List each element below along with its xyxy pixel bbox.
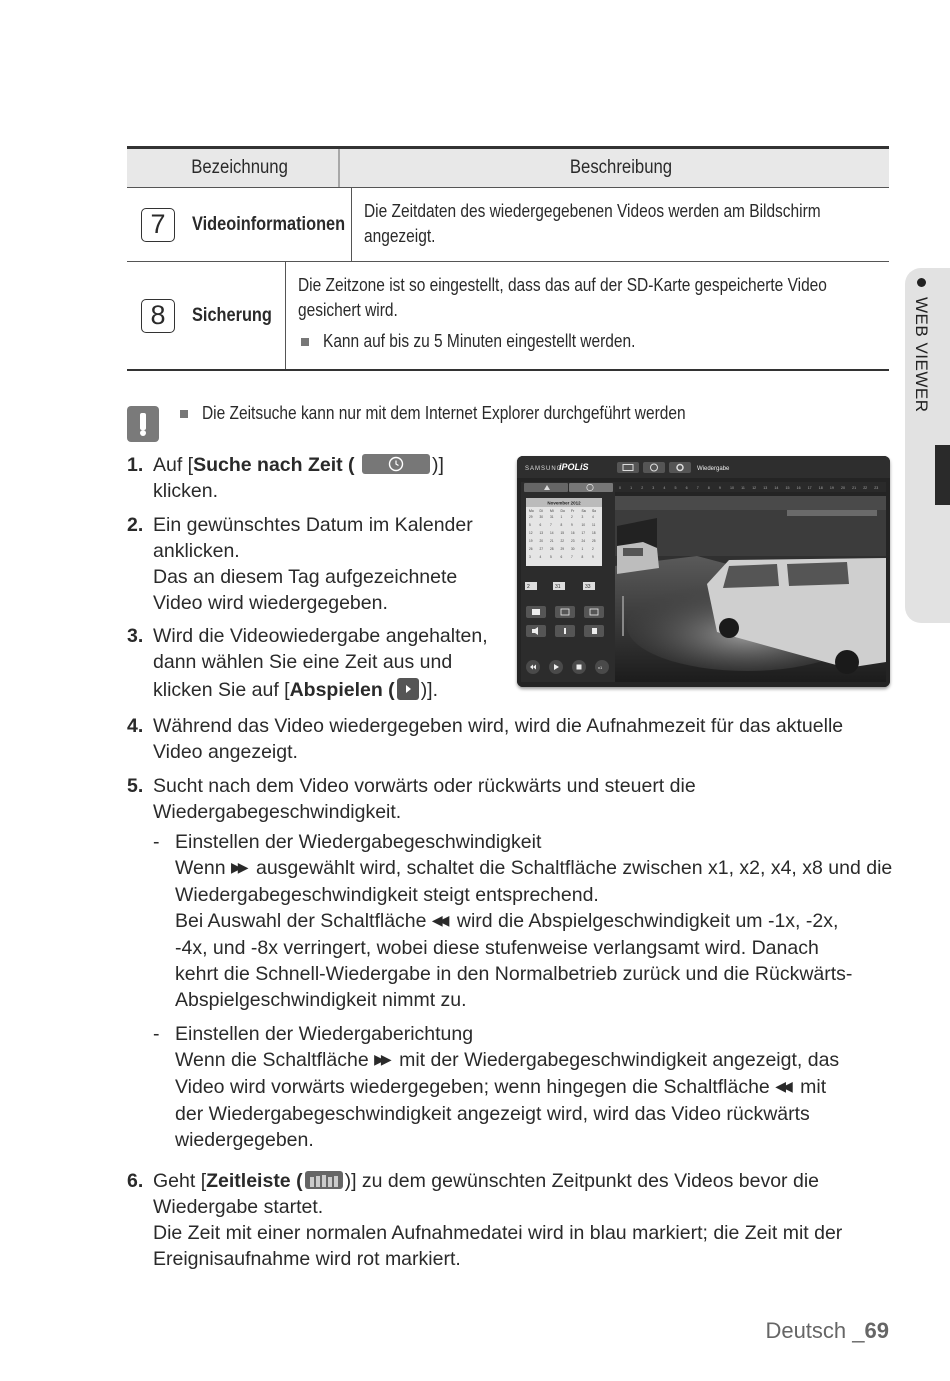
timeline-hour-label: 22: [863, 486, 868, 490]
product-text: iPOLiS: [559, 462, 589, 472]
timeline-hour-label: 12: [752, 486, 757, 490]
row-desc-line: Die Zeitzone ist so eingestellt, dass das auf der SD-Karte gespeicherte Video: [297, 275, 827, 295]
calendar-weekday: Sa: [581, 509, 586, 513]
timeline-hour-label: 16: [796, 486, 801, 490]
calendar-day: 29: [560, 547, 565, 551]
calendar-day: 15: [560, 531, 565, 535]
description-table: [127, 146, 889, 371]
calendar-weekday: Mi: [550, 509, 554, 513]
number-badge: 8: [141, 299, 175, 333]
svg-text:x1: x1: [598, 665, 603, 670]
step-5: 5. Sucht nach dem Video vorwärts oder rückwärts und steuert die Wiedergabegeschwindigkeit.: [127, 775, 696, 823]
search-by-time-button-icon: [362, 454, 430, 474]
step-4: 4. Während das Video wiedergegeben wird, wird die Aufnahmezeit für das aktuelle Video angezeigt.: [127, 715, 844, 763]
timeline-hour-label: 15: [785, 486, 790, 490]
row-bullet: Kann auf bis zu 5 Minuten eingestellt werden.: [322, 331, 636, 351]
calendar-day: 6: [560, 555, 563, 559]
calendar-weekday: Fr: [571, 509, 575, 513]
calendar-day: 4: [539, 555, 542, 559]
calendar-day: 19: [529, 539, 533, 543]
calendar-weekday: Mo: [529, 509, 534, 513]
calendar-day: 3: [581, 515, 584, 519]
calendar-day: 4: [592, 515, 594, 519]
timeline-hour-label: 20: [841, 486, 845, 490]
calendar-day: 1: [560, 515, 563, 519]
svg-text:2: 2: [527, 584, 530, 590]
page-number: 69: [864, 1318, 889, 1343]
calendar-weekday: Di: [539, 509, 543, 513]
calendar-day: 18: [592, 531, 596, 535]
timeline-hour-label: 11: [741, 486, 745, 490]
timeline-hour-label: 4: [663, 486, 666, 490]
bullet-dot-icon: [917, 278, 926, 287]
timeline-hour-label: 3: [652, 486, 655, 490]
rewind-icon: ◀◀: [775, 1077, 789, 1094]
calendar-weekday: Do: [560, 509, 565, 513]
calendar-day: 7: [550, 523, 552, 527]
calendar-day: 30: [539, 515, 544, 519]
timeline-hour-label: 0: [619, 486, 621, 490]
calendar-day: 2: [592, 547, 594, 551]
timeline-hour-label: 17: [807, 486, 812, 490]
calendar-day: 14: [550, 531, 554, 535]
calendar-day: 7: [571, 555, 573, 559]
row-name: Videoinformationen: [192, 213, 346, 235]
calendar-day: 8: [560, 523, 563, 527]
timeline-hour-label: 19: [829, 486, 834, 490]
timeline-hour-label: 13: [763, 486, 768, 490]
calendar-day: 1: [581, 547, 584, 551]
calendar-day: 2: [571, 515, 573, 519]
calendar-day: 31: [550, 515, 554, 519]
header-beschreibung: Beschreibung: [569, 157, 673, 178]
calendar-day: 5: [550, 555, 552, 559]
calendar-day: 24: [581, 539, 586, 543]
calendar-day: 6: [539, 523, 542, 527]
page-footer: Deutsch _69: [765, 1318, 889, 1343]
timeline-button-icon: [305, 1171, 343, 1189]
play-button-icon: [397, 678, 419, 700]
row-desc-line: gesichert wird.: [297, 300, 398, 320]
step-3: 3. Wird die Videowiedergabe angehalten, dann wählen Sie eine Zeit aus und klicken Sie auf [Abspielen ( )].: [127, 625, 488, 701]
calendar-day: 9: [571, 523, 573, 527]
row-desc-line: Die Zeitdaten des wiedergegebenen Videos werden am Bildschirm: [364, 201, 821, 221]
timeline-hour-label: 9: [718, 486, 721, 490]
calendar-day: 10: [581, 523, 586, 527]
calendar-day: 17: [581, 531, 586, 535]
fast-forward-icon: ▶▶: [231, 858, 245, 875]
calendar-day: 13: [539, 531, 544, 535]
number-badge: 7: [141, 208, 175, 242]
step-5-sub-direction: - Einstellen der Wiedergaberichtung Wenn die Schaltfläche ▶▶ mit der Wiedergabegeschwindigkeit angezeigt, das Video wird vorwärts wiedergegeben; wenn hingegen die Schaltfläche ◀◀ mit der Wiedergabegeschwindigkeit angezeigt wird, wird das Video rückwärts wiedergegeben.: [153, 1023, 840, 1151]
timeline-hour-label: 14: [774, 486, 779, 490]
step-5-sub-speed: - Einstellen der Wiedergabegeschwindigkeit Wenn ▶▶ ausgewählt wird, schaltet die Schaltfläche zwischen x1, x2, x4, x8 und die Wiedergabegeschwindigkeit steigt entsprechend. Bei Auswahl der Schaltfläche ◀◀ wird die Abspielgeschwindigkeit um -1x, -2x, -4x, und -8x verringert, wobei diese stufenweise verlangsamt wird. Danach kehrt die Schnell-Wiedergabe in den Normalbetrieb zurück und die Rückwärts- Abspielgeschwindigkeit nimmt zu.: [153, 831, 893, 1011]
step-6: 6. Geht [Zeitleiste ( )] zu dem gewünschten Zeitpunkt des Videos bevor die Wiedergabe startet. Die Zeit mit einer normalen Aufnahmedatei wird in blau markiert; die Zeit mit der Ereignisaufnahme wird rot markiert.: [127, 1170, 843, 1270]
calendar-day: 3: [529, 555, 531, 559]
calendar-day: 16: [571, 531, 575, 535]
calendar-day: 20: [539, 539, 544, 543]
table-row: [127, 262, 889, 369]
note: [180, 403, 764, 424]
calendar-day: 21: [550, 539, 554, 543]
timeline-hour-label: 23: [874, 486, 879, 490]
timeline-hour-label: 7: [696, 486, 699, 490]
calendar-day: 30: [571, 547, 575, 551]
fast-forward-icon: ▶▶: [374, 1050, 388, 1067]
bullet-square-icon: [180, 410, 188, 418]
step-1: 1. Auf [Suche nach Zeit ( )] klicken.: [127, 454, 444, 502]
brand-text: SAMSUNG: [525, 466, 563, 472]
svg-text:31: 31: [555, 584, 561, 590]
exclamation-icon: [127, 406, 159, 442]
row-name: Sicherung: [192, 304, 272, 326]
calendar-day: 11: [592, 523, 596, 527]
calendar-day: 12: [529, 531, 533, 535]
web-viewer-screenshot: [517, 456, 890, 687]
calendar-day: 29: [529, 515, 533, 519]
table-row: [127, 188, 889, 262]
timeline-hour-label: 10: [730, 486, 734, 490]
table-header: [127, 149, 889, 188]
calendar-day: 25: [592, 539, 596, 543]
calendar-day: 28: [550, 547, 554, 551]
timeline-hour-label: 21: [852, 486, 857, 490]
timeline-hour-label: 1: [630, 486, 633, 490]
side-tab-label: WEB VIEWER: [906, 278, 936, 428]
calendar-day: 9: [592, 555, 594, 559]
timeline-hour-label: 2: [641, 486, 644, 490]
calendar-day: 27: [539, 547, 544, 551]
calendar-day: 22: [560, 539, 565, 543]
note-text: Die Zeitsuche kann nur mit dem Internet Explorer durchgeführt werden: [202, 403, 686, 423]
timeline-hour-label: 6: [685, 486, 688, 490]
calendar-day: 8: [581, 555, 584, 559]
calendar-day: 5: [529, 523, 531, 527]
header-bezeichnung: Bezeichnung: [141, 149, 340, 187]
svg-text:33: 33: [585, 584, 591, 590]
calendar-day: 23: [571, 539, 575, 543]
row-desc-line: angezeigt.: [364, 226, 436, 246]
bullet-square-icon: [301, 338, 309, 346]
timeline-hour-label: 18: [818, 486, 823, 490]
calendar-month: November 2012: [547, 500, 581, 506]
calendar-day: 26: [529, 547, 533, 551]
timeline-hour-label: 8: [707, 486, 710, 490]
side-tab-marker: [935, 445, 950, 505]
rewind-icon: ◀◀: [431, 911, 446, 928]
step-2: 2. Ein gewünschtes Datum im Kalender anklicken. Das an diesem Tag aufgezeichnete Video wird wiedergegeben.: [127, 514, 473, 614]
tab-wiedergabe: Wiedergabe: [697, 466, 730, 472]
timeline-hour-label: 5: [674, 486, 677, 490]
calendar-weekday: So: [592, 509, 597, 513]
